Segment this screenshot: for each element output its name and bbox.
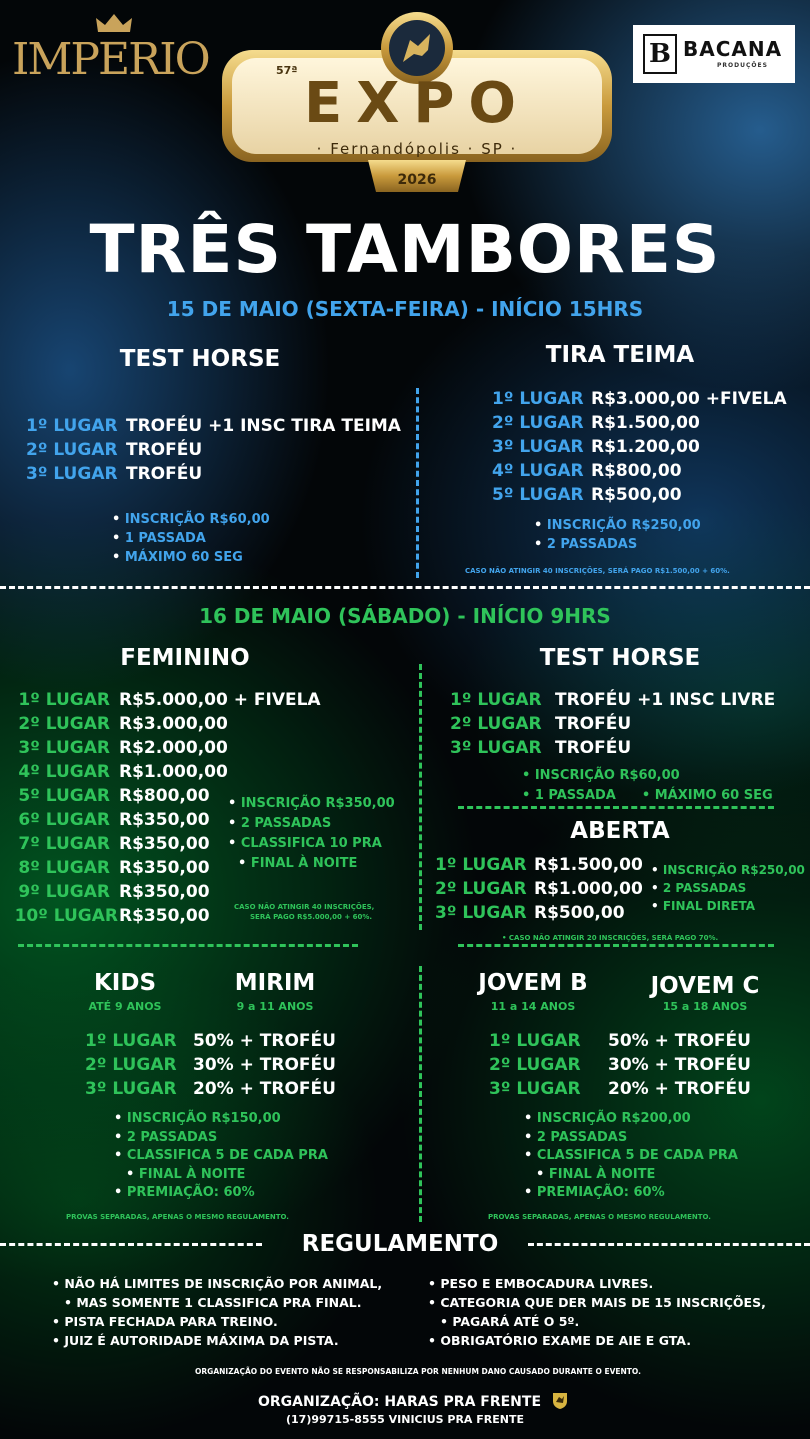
jovem-c-age: 15 a 18 ANOS [662,1000,748,1013]
jovem-c-title: JOVEM C [650,973,760,999]
jovem-note: PROVAS SEPARADAS, APENAS O MESMO REGULAMENTO. [488,1213,711,1221]
divider-kids-jovem [419,966,422,1222]
kids-age: ATÉ 9 ANOS [88,1000,162,1013]
regulamento-left: • NÃO HÁ LIMITES DE INSCRIÇÃO POR ANIMAL, • MAS SOMENTE 1 CLASSIFICA PRA FINAL. • PISTA FECHADA PARA TREINO. • JUIZ É AUTORIDADE MÁXIMA DA PISTA. [52,1274,382,1350]
regulamento-right: • PESO E EMBOCADURA LIVRES. • CATEGORIA QUE DER MAIS DE 15 INSCRIÇÕES, • PAGARÁ ATÉ O 5º. • OBRIGATÓRIO EXAME DE AIE E GTA. [428,1274,766,1350]
tira-teima-note: CASO NÃO ATINGIR 40 INSCRIÇÕES, SERÁ PAGO R$1.500,00 + 60%. [465,567,730,575]
divider-reg-right [528,1243,810,1246]
haras-logo-icon [550,1390,570,1410]
feminino-info: • INSCRIÇÃO R$350,00 • 2 PASSADAS • CLASSIFICA 10 PRA • FINAL À NOITE [228,794,395,874]
prize-value: TROFÉU [126,440,203,460]
imperio-logo: IMPERIO [12,12,197,84]
divider-reg-left [0,1243,262,1246]
day2-date: 16 DE MAIO (SÁBADO) - INÍCIO 9HRS [199,604,611,628]
jovem-b-age: 11 a 14 ANOS [490,1000,576,1013]
divider-day1 [416,388,419,578]
divider-day2-top [419,664,422,930]
tira-teima-title: TIRA TEIMA [545,342,695,368]
aberta-note: • CASO NÃO ATINGIR 20 INSCRIÇÕES, SERÁ PAGO 70%. [502,934,719,942]
page-title: TRÊS TAMBORES [89,211,721,288]
divider-right-jovem [458,944,774,947]
regulamento-title: REGULAMENTO [301,1231,499,1257]
aberta-info: • INSCRIÇÃO R$250,00 • 2 PASSADAS • FINAL DIRETA [651,861,805,915]
bacana-mark: B [643,34,677,74]
kids-title: KIDS [93,970,157,996]
feminino-title: FEMININO [120,645,250,671]
aberta-title: ABERTA [570,818,670,844]
divider-days [0,586,810,589]
place-label: 1º LUGAR [26,416,118,436]
kids-info: • INSCRIÇÃO R$150,00 • 2 PASSADAS • CLASSIFICA 5 DE CADA PRA • FINAL À NOITE • PREMIAÇÃO: 60% [114,1110,328,1203]
feminino-note: CASO NÃO ATINGIR 40 INSCRIÇÕES, SERÁ PAGO R$5.000,00 + 60%. [234,903,375,921]
organization: ORGANIZAÇÃO: HARAS PRA FRENTE [258,1390,570,1410]
mirim-age: 9 a 11 ANOS [236,1000,314,1013]
divider-left-kids [18,944,358,947]
prize-value: TROFÉU [126,464,203,484]
day2-test-horse-title: TEST HORSE [539,645,701,671]
bacana-logo: B BACANA PRODUÇÕES [633,25,795,83]
jovem-b-title: JOVEM B [478,970,588,996]
place-label: 2º LUGAR [26,440,118,460]
jovem-info: • INSCRIÇÃO R$200,00 • 2 PASSADAS • CLASSIFICA 5 DE CADA PRA • FINAL À NOITE • PREMIAÇÃO: 60% [524,1110,738,1203]
day1-test-horse-title: TEST HORSE [119,346,281,372]
place-label: 3º LUGAR [26,464,118,484]
day2-test-horse-info: • INSCRIÇÃO R$60,00 • 1 PASSADA • MÁXIMO 60 SEG [522,768,773,803]
disclaimer: ORGANIZAÇÃO DO EVENTO NÃO SE RESPONSABILIZA POR NENHUM DANO CAUSADO DURANTE O EVENTO. [195,1367,641,1376]
crown-icon [94,12,134,34]
day1-date: 15 DE MAIO (SEXTA-FEIRA) - INÍCIO 15HRS [166,297,644,321]
tira-teima-info: • INSCRIÇÃO R$250,00 • 2 PASSADAS [534,516,701,554]
day1-test-horse-info: • INSCRIÇÃO R$60,00 • 1 PASSADA • MÁXIMO 60 SEG [112,510,270,567]
expo-logo: 57ª EXPO · Fernandópolis · SP · 2026 [218,10,616,198]
divider-test-horse-aberta [458,806,774,809]
prize-value: TROFÉU +1 INSC TIRA TEIMA [126,416,401,436]
contact: (17)99715-8555 VINICIUS PRA FRENTE [286,1413,524,1426]
kids-note: PROVAS SEPARADAS, APENAS O MESMO REGULAMENTO. [66,1213,289,1221]
mirim-title: MIRIM [234,970,316,996]
